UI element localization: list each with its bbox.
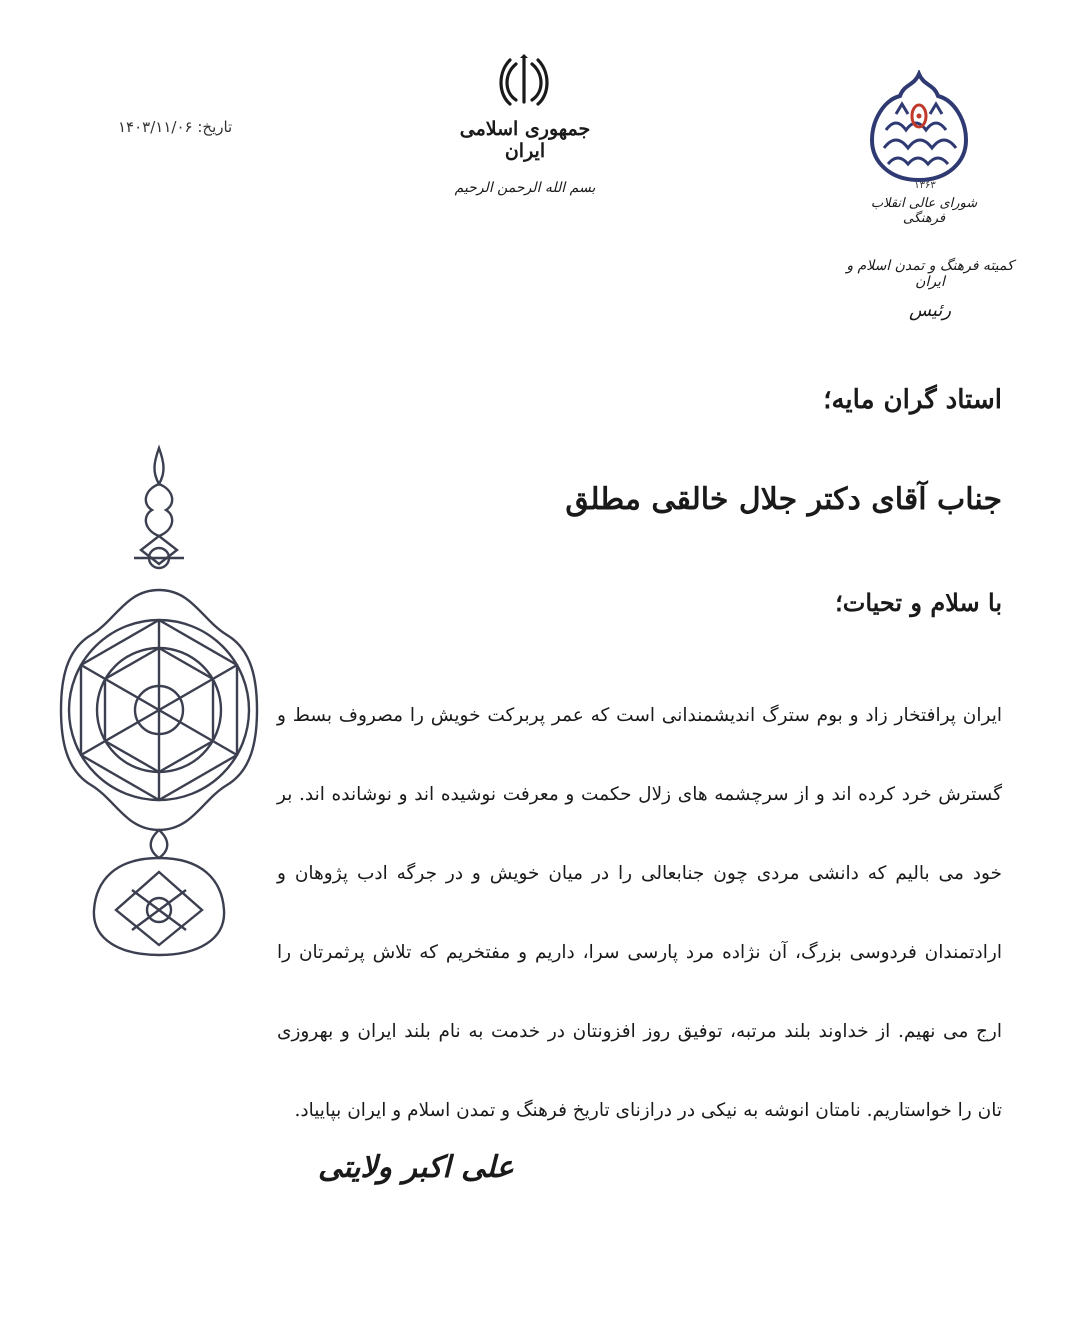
letter-body: ایران پرافتخار زاد و بوم سترگ اندیشمندانی است که عمر پربرکت خویش را مصروف بسط و گسترش خرد کرده اند و از سرچشمه های زلال حکمت و معرفت نوشیده اند و نوشانده اند. بر خود می بالیم که دانشی مردی چون جنابعالی را در میان خویش و در جرگه ادب پژوهان و ارادتمندان فردوسی بزرگ، آن نژاده مرد پارسی سرا، داریم و مفتخریم که تلاش پرثمرتان را ارج می نهیم. از خداوند بلند مرتبه، توفیق روز افزونتان در خدمت به نام بلند ایران و بهروزی تان را خواستاریم. نامتان انوشه به نیکی در درازنای تاریخ فرهنگ و تمدن اسلام و ایران بپاییاد.	[277, 705, 1002, 1121]
committee-name: کمیته فرهنگ و تمدن اسلام و ایران	[846, 258, 1014, 290]
republic-title: جمهوری اسلامی ایران	[459, 118, 591, 162]
signature: علی اکبر ولایتی	[318, 1150, 514, 1185]
persian-ornament-icon	[52, 440, 267, 960]
letter-date: تاریخ: ۱۴۰۳/۱۱/۰۶	[118, 118, 233, 136]
sender-position: رئیس	[908, 300, 952, 321]
council-founding-year: ۱۳۶۳	[914, 180, 936, 191]
council-logo-icon	[862, 70, 977, 185]
basmala: بسم الله الرحمن الرحیم	[454, 180, 596, 196]
iran-emblem-icon	[496, 52, 552, 108]
council-name: شورای عالی انقلاب فرهنگی	[870, 196, 978, 226]
letter-greeting: با سلام و تحیات؛	[835, 588, 1002, 617]
letter-addressee: جناب آقای دکتر جلال خالقی مطلق	[565, 482, 1002, 517]
letter-salutation: استاد گران مایه؛	[823, 385, 1002, 415]
